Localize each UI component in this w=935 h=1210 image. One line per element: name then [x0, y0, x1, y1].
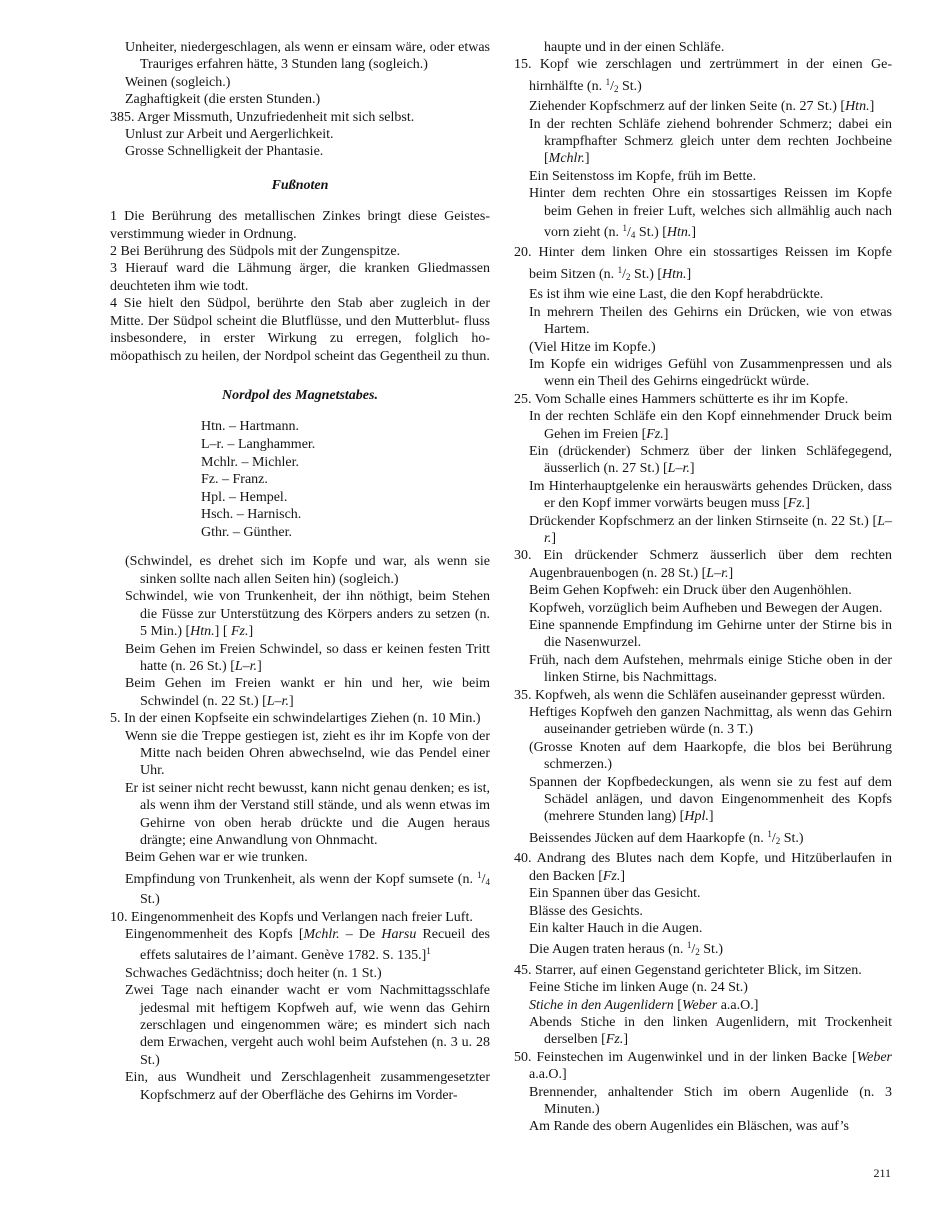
symptom-entry: Zwei Tage nach einander wacht er vom Nachmittagsschlafe jedesmal mit heftigem Kopfweh auf, wie wenn das Gehirn zerschlagen und eingenommen wäre; es mindert sich nach dem Erwachen, vergeht auch wohl beim Aufstehen (n. 3 u. 28 St.) — [125, 983, 490, 1068]
symptom-entry: Die Augen traten heraus (n. $^1/_2$ St.) — [529, 940, 724, 958]
text-line: 385. Arger Missmuth, Unzufriedenheit mit sich selbst. — [110, 109, 415, 125]
section-heading: Nordpol des Magnetstabes. — [222, 387, 378, 403]
numbered-entry: 15. Kopf wie zerschlagen und zertrümmert in der einen Ge- hirnhälfte (n. $^1/_2$ St.) — [514, 57, 892, 94]
continued-line: haupte und in der einen Schläfe. — [544, 40, 725, 55]
symptom-entry: In der rechten Schläfe ein den Kopf einnehmender Druck beim Gehen im Freien [Fz.] — [529, 409, 892, 442]
numbered-entry: 45. Starrer, auf einen Gegenstand gerichteter Blick, im Sitzen. — [514, 962, 862, 978]
symptom-entry: Abends Stiche in den linken Augenlidern, mit Trockenheit derselben [Fz.] — [529, 1014, 892, 1048]
symptom-entry: Am Rande des obern Augenlides ein Bläschen, was auf’s — [529, 1119, 849, 1135]
symptom-entry: Im Hinterhauptgelenke ein herauswärts gehendes Drücken, dass er den Kopf immer vorwärts beugen muss [Fz.] — [529, 478, 892, 512]
symptom-entry: Schwaches Gedächtniss; doch heiter (n. 1 St.) — [125, 965, 382, 981]
symptom-entry: (Schwindel, es drehet sich im Kopfe und war, als wenn sie sinken sollte nach allen Seiten hin) (sogleich.) — [125, 554, 490, 587]
symptom-entry: (Grosse Knoten auf dem Haarkopfe, die blos bei Berührung schmerzen.) — [529, 739, 892, 773]
text-line: Unheiter, niedergeschlagen, als wenn er einsam wäre, oder etwas Trauriges erfahren hätte, 3 Stunden lang (sogleich.) — [125, 40, 490, 73]
symptom-entry: In mehrern Theilen des Gehirns ein Drücken, wie von etwas Hartem. — [529, 304, 892, 338]
footnote: 4 Sie hielt den Südpol, berührte den Stab aber zugleich in der Mitte. Der Südpol scheint die Blutflüsse, und den Mutterblut- fluss insbesondere, in erster Wirkung zu erregen, folglich ho- möopathisch zu heilen, der Nordpol scheint das Gegentheil zu thun. — [110, 296, 490, 364]
symptom-entry: Ziehender Kopfschmerz auf der linken Seite (n. 27 St.) [Htn.] — [529, 99, 875, 115]
symptom-entry: Beim Gehen im Freien wankt er hin und her, wie beim Schwindel (n. 22 St.) [L–r.] — [125, 676, 490, 709]
left-column — [110, 39, 490, 1104]
footnote: 3 Hierauf ward die Lähmung ärger, die kranken Gliedmassen deuchteten ihm wie todt. — [110, 261, 490, 294]
footnote: 1 Die Berührung des metallischen Zinkes bringt diese Geistes- verstimmung wieder in Ordnung. — [110, 209, 490, 242]
symptom-entry: Beim Gehen war er wie trunken. — [125, 850, 308, 866]
symptom-entry: Feine Stiche im linken Auge (n. 24 St.) — [529, 980, 748, 996]
text-line: Zaghaftigkeit (die ersten Stunden.) — [125, 92, 321, 108]
symptom-entry: Eine spannende Empfindung im Gehirne unter der Stirne bis in die Nasenwurzel. — [529, 618, 892, 651]
abbreviation-item: Fz. – Franz. — [201, 472, 268, 488]
symptom-entry: Drückender Kopfschmerz an der linken Stirnseite (n. 22 St.) [L–r.] — [529, 513, 892, 546]
symptom-entry: (Viel Hitze im Kopfe.) — [529, 339, 656, 355]
symptom-entry: Ein Spannen über das Gesicht. — [529, 886, 701, 902]
numbered-entry: 50. Feinstechen im Augenwinkel und in der linken Backe [Weber a.a.O.] — [514, 1049, 892, 1083]
numbered-entry: 20. Hinter dem linken Ohre ein stossartiges Reissen im Kopfe beim Sitzen (n. $^1/_2$ St.) [Htn.] — [514, 245, 892, 282]
right-column — [514, 39, 892, 1136]
symptom-entry: Brennender, anhaltender Stich im obern Augenlide (n. 3 Minuten.) — [529, 1084, 892, 1117]
abbreviation-item: Htn. – Hartmann. — [201, 419, 299, 435]
abbreviation-list — [201, 418, 490, 541]
symptom-entry: Blässe des Gesichts. — [529, 903, 643, 919]
symptom-entry: Heftiges Kopfweh den ganzen Nachmittag, als wenn das Gehirn auseinander getrieben würde (n. 3 T.) — [529, 705, 892, 738]
abbreviation-item: Mchlr. – Michler. — [201, 454, 299, 470]
numbered-entry: 40. Andrang des Blutes nach dem Kopfe, und Hitzüberlaufen in den Backen [Fz.] — [514, 851, 892, 884]
page-number: 211 — [873, 1166, 891, 1180]
symptom-entry: Er ist seiner nicht recht bewusst, kann nicht genau denken; es ist, als wenn ihm der Verstand still stände, und als wenn etwas im Gehirne von oben herab drückte und die Augen heraus drängte; eine Anwandlung von Ohnmacht. — [125, 780, 490, 848]
symptom-entry: Empfindung von Trunkenheit, als wenn der Kopf sumsete (n. $^1/_4$ St.) — [125, 869, 490, 908]
symptom-entry: Eingenommenheit des Kopfs [Mchlr. – De Harsu Recueil des effets salutaires de l’aimant. Genève 1782. S. 135.]$^1$ — [125, 927, 490, 964]
text-line: Weinen (sogleich.) — [125, 74, 231, 90]
abbreviation-item: Hpl. – Hempel. — [201, 489, 288, 505]
text-line: Unlust zur Arbeit und Aergerlichkeit. — [125, 127, 334, 143]
abbreviation-item: Gthr. – Günther. — [201, 524, 292, 540]
symptom-entry: Im Kopfe ein widriges Gefühl von Zusammenpressen und als wenn ein Theil des Gehirns eingedrückt würde. — [529, 356, 892, 390]
footnotes-heading: Fußnoten — [271, 177, 329, 193]
symptom-entry: Schwindel, wie von Trunkenheit, der ihn nöthigt, beim Stehen die Füsse zur Unterstützung des Körpers anders zu setzen (n. 5 Min.) [Htn.] [ Fz.] — [125, 589, 490, 640]
symptom-entry: Beissendes Jücken auf dem Haarkopfe (n. $^1/_2$ St.) — [529, 828, 804, 846]
symptom-entry: In der rechten Schläfe ziehend bohrender Schmerz; dabei ein krampfhafter Schmerz gleich unter dem rechten Jochbeine [Mchlr.] — [529, 116, 892, 167]
symptom-entry: Ein kalter Hauch in die Augen. — [529, 920, 703, 936]
symptom-entry: Stiche in den Augenlidern [Weber a.a.O.] — [529, 997, 759, 1013]
symptom-entry: Ein Seitenstoss im Kopfe, früh im Bette. — [529, 168, 757, 184]
symptom-entry: Wenn sie die Treppe gestiegen ist, zieht es ihr im Kopfe von der Mitte nach beiden Ohren abwechselnd, wie das Pendel einer Uhr. — [125, 728, 490, 779]
symptom-entry: Beim Gehen Kopfweh: ein Druck über den Augenhöhlen. — [529, 583, 852, 599]
symptom-entry: Kopfweh, vorzüglich beim Aufheben und Bewegen der Augen. — [529, 600, 883, 616]
symptom-entry: Hinter dem rechten Ohre ein stossartiges Reissen im Kopfe beim Gehen in freier Luft, welches sich allmählig auch nach vorn zieht (n. $^1/_4$ St.) [Htn.] — [529, 186, 892, 241]
numbered-entry: 5. In der einen Kopfseite ein schwindelartiges Ziehen (n. 10 Min.) — [110, 711, 481, 727]
symptom-entry: Früh, nach dem Aufstehen, mehrmals einige Stiche oben in der linken Stirne, bis Nachmittags. — [529, 652, 892, 686]
text-line: Grosse Schnelligkeit der Phantasie. — [125, 144, 324, 160]
numbered-entry: 25. Vom Schalle eines Hammers schütterte es ihr im Kopfe. — [514, 391, 849, 407]
footnote: 2 Bei Berührung des Südpols mit der Zungenspitze. — [110, 244, 401, 260]
symptom-entry: Ein (drückender) Schmerz über der linken Schläfegegend, äusserlich (n. 27 St.) [L–r.] — [529, 443, 892, 477]
symptom-entry: Spannen der Kopfbedeckungen, als wenn sie zu fest auf dem Schädel anlägen, und davon Eingenommenheit des Kopfs (mehrere Stunden lang) [Hpl.] — [529, 774, 892, 825]
symptom-entry: Es ist ihm wie eine Last, die den Kopf herabdrückte. — [529, 287, 824, 303]
numbered-entry: 10. Eingenommenheit des Kopfs und Verlangen nach freier Luft. — [110, 909, 473, 925]
numbered-entry: 30. Ein drückender Schmerz äusserlich über dem rechten Augenbrauenbogen (n. 28 St.) [L–r.] — [514, 548, 892, 581]
symptom-entry: Ein, aus Wundheit und Zerschlagenheit zusammengesetzter Kopfschmerz auf der Oberfläche des Gehirns im Vorder- — [125, 1070, 490, 1103]
numbered-entry: 35. Kopfweh, als wenn die Schläfen auseinander gepresst würden. — [514, 687, 886, 703]
symptom-entry: Beim Gehen im Freien Schwindel, so dass er keinen festen Tritt hatte (n. 26 St.) [L–r.] — [125, 641, 490, 674]
abbreviation-item: L–r. – Langhammer. — [201, 436, 316, 452]
abbreviation-item: Hsch. – Harnisch. — [201, 507, 302, 523]
